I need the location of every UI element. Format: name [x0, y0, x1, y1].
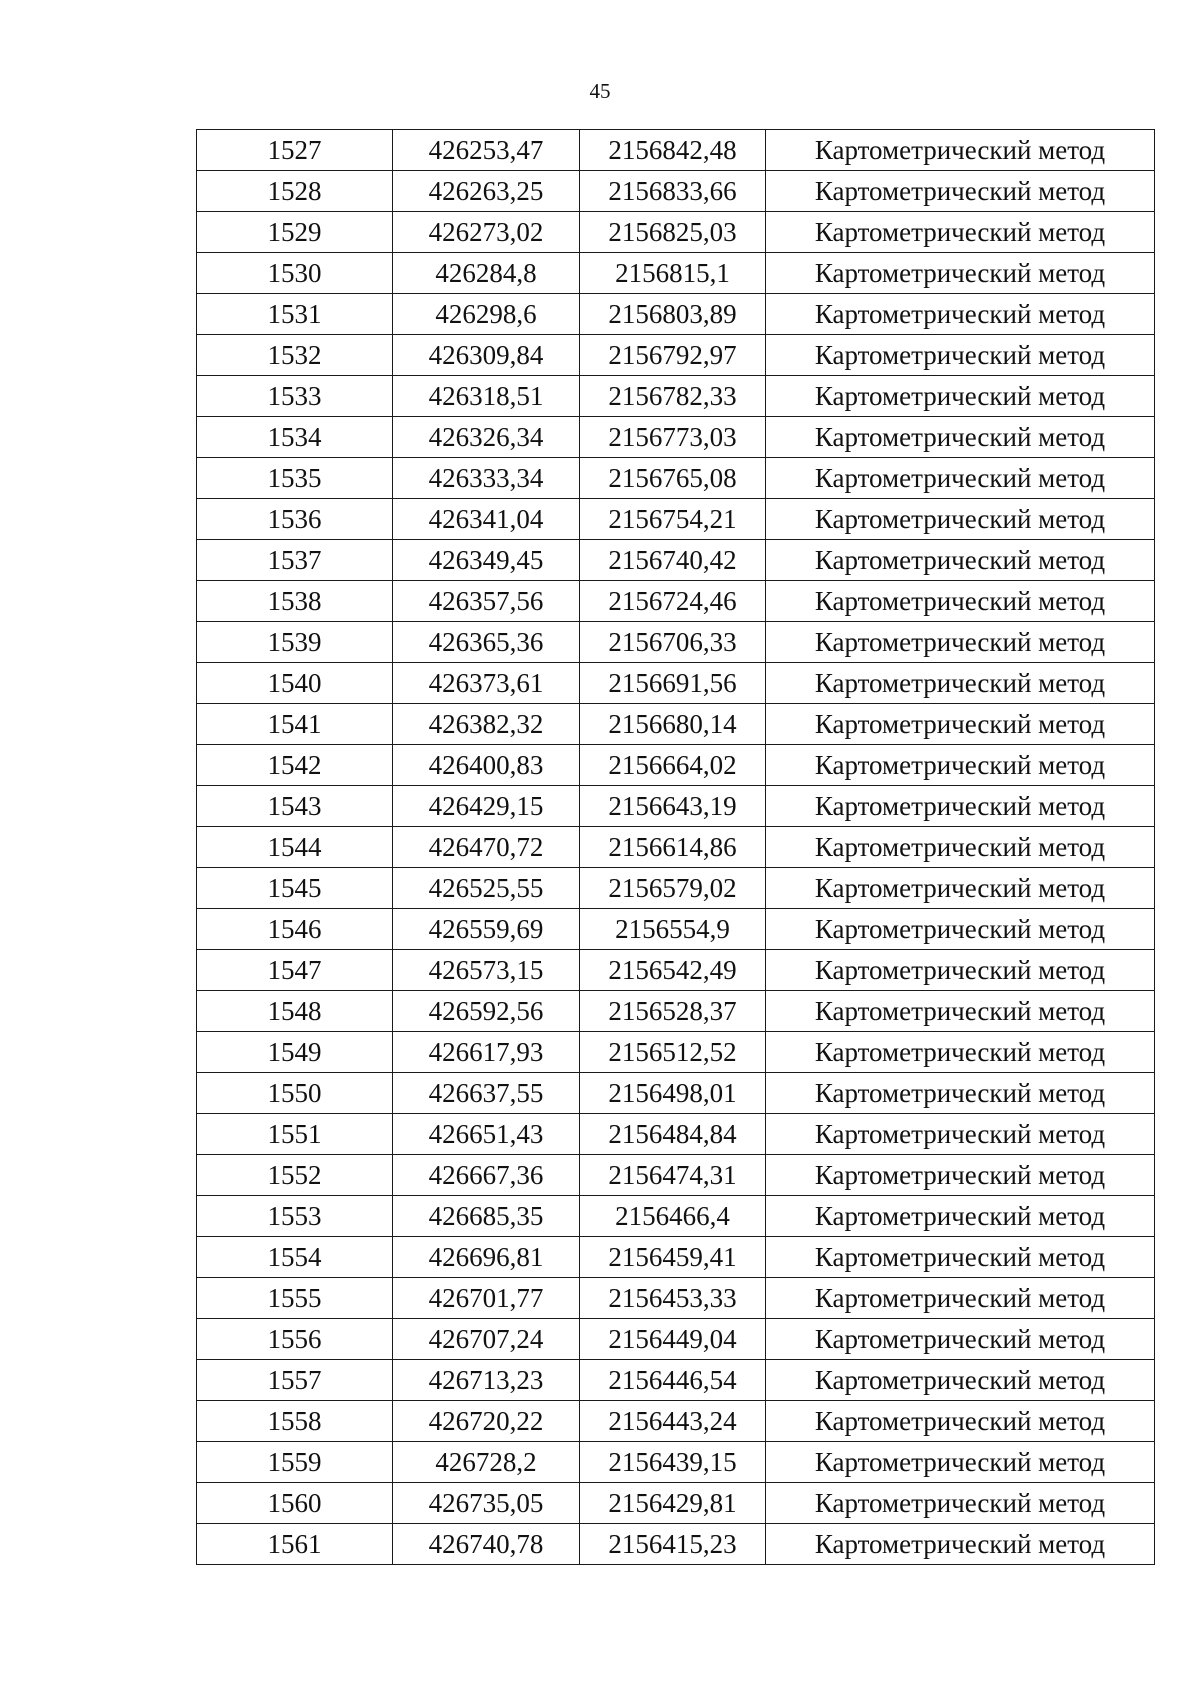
point-number-cell: 1545: [197, 868, 393, 909]
table-row: [197, 540, 1155, 581]
x-coordinate-cell: 426341,04: [393, 499, 580, 540]
y-coordinate-cell: 2156691,56: [580, 663, 766, 704]
y-coordinate-cell: 2156415,23: [580, 1524, 766, 1565]
point-number-cell: 1550: [197, 1073, 393, 1114]
table-row: [197, 745, 1155, 786]
y-coordinate-cell: 2156754,21: [580, 499, 766, 540]
y-coordinate-cell: 2156765,08: [580, 458, 766, 499]
table-row: [197, 212, 1155, 253]
table-row: [197, 868, 1155, 909]
x-coordinate-cell: 426382,32: [393, 704, 580, 745]
x-coordinate-cell: 426326,34: [393, 417, 580, 458]
point-number-cell: 1558: [197, 1401, 393, 1442]
y-coordinate-cell: 2156466,4: [580, 1196, 766, 1237]
y-coordinate-cell: 2156474,31: [580, 1155, 766, 1196]
method-cell: Картометрический метод: [766, 458, 1155, 499]
point-number-cell: 1542: [197, 745, 393, 786]
table-row: [197, 499, 1155, 540]
table-row: [197, 376, 1155, 417]
point-number-cell: 1538: [197, 581, 393, 622]
y-coordinate-cell: 2156528,37: [580, 991, 766, 1032]
x-coordinate-cell: 426740,78: [393, 1524, 580, 1565]
point-number-cell: 1532: [197, 335, 393, 376]
x-coordinate-cell: 426617,93: [393, 1032, 580, 1073]
method-cell: Картометрический метод: [766, 130, 1155, 171]
point-number-cell: 1552: [197, 1155, 393, 1196]
table-row: [197, 704, 1155, 745]
y-coordinate-cell: 2156484,84: [580, 1114, 766, 1155]
method-cell: Картометрический метод: [766, 704, 1155, 745]
method-cell: Картометрический метод: [766, 499, 1155, 540]
table-row: [197, 458, 1155, 499]
y-coordinate-cell: 2156724,46: [580, 581, 766, 622]
point-number-cell: 1559: [197, 1442, 393, 1483]
table-row: [197, 1483, 1155, 1524]
table-row: [197, 1524, 1155, 1565]
point-number-cell: 1560: [197, 1483, 393, 1524]
point-number-cell: 1537: [197, 540, 393, 581]
y-coordinate-cell: 2156459,41: [580, 1237, 766, 1278]
y-coordinate-cell: 2156803,89: [580, 294, 766, 335]
table-row: [197, 1237, 1155, 1278]
x-coordinate-cell: 426685,35: [393, 1196, 580, 1237]
method-cell: Картометрический метод: [766, 376, 1155, 417]
y-coordinate-cell: 2156614,86: [580, 827, 766, 868]
y-coordinate-cell: 2156833,66: [580, 171, 766, 212]
y-coordinate-cell: 2156443,24: [580, 1401, 766, 1442]
x-coordinate-cell: 426263,25: [393, 171, 580, 212]
table-row: [197, 950, 1155, 991]
point-number-cell: 1536: [197, 499, 393, 540]
y-coordinate-cell: 2156825,03: [580, 212, 766, 253]
table-row: [197, 1196, 1155, 1237]
method-cell: Картометрический метод: [766, 294, 1155, 335]
point-number-cell: 1547: [197, 950, 393, 991]
method-cell: Картометрический метод: [766, 1442, 1155, 1483]
y-coordinate-cell: 2156439,15: [580, 1442, 766, 1483]
table-row: [197, 1442, 1155, 1483]
table-row: [197, 417, 1155, 458]
table-row: [197, 663, 1155, 704]
method-cell: Картометрический метод: [766, 745, 1155, 786]
table-row: [197, 1073, 1155, 1114]
table-row: [197, 335, 1155, 376]
x-coordinate-cell: 426284,8: [393, 253, 580, 294]
method-cell: Картометрический метод: [766, 868, 1155, 909]
x-coordinate-cell: 426309,84: [393, 335, 580, 376]
point-number-cell: 1531: [197, 294, 393, 335]
method-cell: Картометрический метод: [766, 827, 1155, 868]
point-number-cell: 1557: [197, 1360, 393, 1401]
method-cell: Картометрический метод: [766, 417, 1155, 458]
method-cell: Картометрический метод: [766, 909, 1155, 950]
table-row: [197, 1155, 1155, 1196]
y-coordinate-cell: 2156542,49: [580, 950, 766, 991]
y-coordinate-cell: 2156429,81: [580, 1483, 766, 1524]
table-row: [197, 581, 1155, 622]
x-coordinate-cell: 426728,2: [393, 1442, 580, 1483]
point-number-cell: 1530: [197, 253, 393, 294]
point-number-cell: 1554: [197, 1237, 393, 1278]
method-cell: Картометрический метод: [766, 1073, 1155, 1114]
table-row: [197, 1032, 1155, 1073]
method-cell: Картометрический метод: [766, 1524, 1155, 1565]
point-number-cell: 1544: [197, 827, 393, 868]
method-cell: Картометрический метод: [766, 663, 1155, 704]
coordinates-table: [196, 129, 1155, 1565]
point-number-cell: 1529: [197, 212, 393, 253]
point-number-cell: 1528: [197, 171, 393, 212]
x-coordinate-cell: 426429,15: [393, 786, 580, 827]
point-number-cell: 1543: [197, 786, 393, 827]
table-row: [197, 1319, 1155, 1360]
point-number-cell: 1555: [197, 1278, 393, 1319]
y-coordinate-cell: 2156554,9: [580, 909, 766, 950]
y-coordinate-cell: 2156579,02: [580, 868, 766, 909]
method-cell: Картометрический метод: [766, 1032, 1155, 1073]
x-coordinate-cell: 426365,36: [393, 622, 580, 663]
x-coordinate-cell: 426667,36: [393, 1155, 580, 1196]
method-cell: Картометрический метод: [766, 1278, 1155, 1319]
method-cell: Картометрический метод: [766, 253, 1155, 294]
method-cell: Картометрический метод: [766, 1155, 1155, 1196]
y-coordinate-cell: 2156664,02: [580, 745, 766, 786]
point-number-cell: 1556: [197, 1319, 393, 1360]
point-number-cell: 1539: [197, 622, 393, 663]
y-coordinate-cell: 2156453,33: [580, 1278, 766, 1319]
x-coordinate-cell: 426637,55: [393, 1073, 580, 1114]
y-coordinate-cell: 2156512,52: [580, 1032, 766, 1073]
x-coordinate-cell: 426318,51: [393, 376, 580, 417]
table-row: [197, 253, 1155, 294]
x-coordinate-cell: 426573,15: [393, 950, 580, 991]
table-row: [197, 1401, 1155, 1442]
table-row: [197, 991, 1155, 1032]
x-coordinate-cell: 426400,83: [393, 745, 580, 786]
x-coordinate-cell: 426701,77: [393, 1278, 580, 1319]
method-cell: Картометрический метод: [766, 1237, 1155, 1278]
method-cell: Картометрический метод: [766, 950, 1155, 991]
x-coordinate-cell: 426735,05: [393, 1483, 580, 1524]
method-cell: Картометрический метод: [766, 212, 1155, 253]
x-coordinate-cell: 426651,43: [393, 1114, 580, 1155]
x-coordinate-cell: 426707,24: [393, 1319, 580, 1360]
x-coordinate-cell: 426349,45: [393, 540, 580, 581]
method-cell: Картометрический метод: [766, 622, 1155, 663]
point-number-cell: 1551: [197, 1114, 393, 1155]
method-cell: Картометрический метод: [766, 1360, 1155, 1401]
x-coordinate-cell: 426357,56: [393, 581, 580, 622]
table-row: [197, 1360, 1155, 1401]
method-cell: Картометрический метод: [766, 335, 1155, 376]
method-cell: Картометрический метод: [766, 1319, 1155, 1360]
y-coordinate-cell: 2156815,1: [580, 253, 766, 294]
table-body: [197, 130, 1155, 1565]
method-cell: Картометрический метод: [766, 1401, 1155, 1442]
point-number-cell: 1540: [197, 663, 393, 704]
y-coordinate-cell: 2156498,01: [580, 1073, 766, 1114]
point-number-cell: 1561: [197, 1524, 393, 1565]
y-coordinate-cell: 2156643,19: [580, 786, 766, 827]
x-coordinate-cell: 426373,61: [393, 663, 580, 704]
page-number: 45: [589, 79, 611, 103]
method-cell: Картометрический метод: [766, 171, 1155, 212]
table-row: [197, 130, 1155, 171]
x-coordinate-cell: 426713,23: [393, 1360, 580, 1401]
x-coordinate-cell: 426559,69: [393, 909, 580, 950]
table-row: [197, 171, 1155, 212]
y-coordinate-cell: 2156773,03: [580, 417, 766, 458]
table-row: [197, 294, 1155, 335]
x-coordinate-cell: 426592,56: [393, 991, 580, 1032]
table-row: [197, 827, 1155, 868]
y-coordinate-cell: 2156740,42: [580, 540, 766, 581]
y-coordinate-cell: 2156446,54: [580, 1360, 766, 1401]
point-number-cell: 1534: [197, 417, 393, 458]
y-coordinate-cell: 2156706,33: [580, 622, 766, 663]
point-number-cell: 1548: [197, 991, 393, 1032]
point-number-cell: 1527: [197, 130, 393, 171]
x-coordinate-cell: 426333,34: [393, 458, 580, 499]
x-coordinate-cell: 426470,72: [393, 827, 580, 868]
point-number-cell: 1546: [197, 909, 393, 950]
y-coordinate-cell: 2156782,33: [580, 376, 766, 417]
y-coordinate-cell: 2156792,97: [580, 335, 766, 376]
x-coordinate-cell: 426253,47: [393, 130, 580, 171]
method-cell: Картометрический метод: [766, 786, 1155, 827]
y-coordinate-cell: 2156680,14: [580, 704, 766, 745]
y-coordinate-cell: 2156449,04: [580, 1319, 766, 1360]
table-row: [197, 622, 1155, 663]
table-row: [197, 1114, 1155, 1155]
x-coordinate-cell: 426273,02: [393, 212, 580, 253]
point-number-cell: 1535: [197, 458, 393, 499]
method-cell: Картометрический метод: [766, 1114, 1155, 1155]
x-coordinate-cell: 426525,55: [393, 868, 580, 909]
method-cell: Картометрический метод: [766, 540, 1155, 581]
table-row: [197, 909, 1155, 950]
method-cell: Картометрический метод: [766, 1483, 1155, 1524]
x-coordinate-cell: 426720,22: [393, 1401, 580, 1442]
y-coordinate-cell: 2156842,48: [580, 130, 766, 171]
table-row: [197, 786, 1155, 827]
point-number-cell: 1549: [197, 1032, 393, 1073]
point-number-cell: 1533: [197, 376, 393, 417]
method-cell: Картометрический метод: [766, 1196, 1155, 1237]
method-cell: Картометрический метод: [766, 581, 1155, 622]
table-row: [197, 1278, 1155, 1319]
method-cell: Картометрический метод: [766, 991, 1155, 1032]
point-number-cell: 1541: [197, 704, 393, 745]
x-coordinate-cell: 426696,81: [393, 1237, 580, 1278]
point-number-cell: 1553: [197, 1196, 393, 1237]
x-coordinate-cell: 426298,6: [393, 294, 580, 335]
